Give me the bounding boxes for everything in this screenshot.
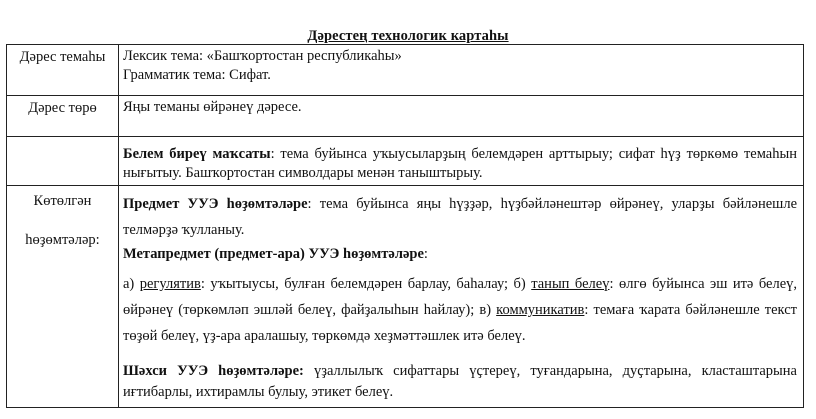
results-label-line2: һөҙөмтәләр: bbox=[25, 232, 100, 248]
cognitive-term: танып белеү bbox=[531, 276, 610, 292]
meta-heading-line bbox=[123, 243, 797, 265]
goal-value bbox=[119, 137, 804, 186]
results-value bbox=[119, 186, 804, 408]
personal-results bbox=[123, 361, 797, 405]
goal-paragraph bbox=[123, 145, 797, 183]
subject-heading: Предмет УУЭ һөҙөмтәләре bbox=[123, 196, 308, 212]
personal-heading: Шәхси УУЭ һөҙөмтәләре: bbox=[123, 363, 304, 379]
page-title: Дәрестең технологик картаһы bbox=[307, 28, 509, 44]
meta-results bbox=[123, 271, 797, 349]
reg-prefix: а) bbox=[123, 276, 140, 292]
topic-value bbox=[119, 45, 804, 96]
results-label bbox=[7, 186, 119, 408]
topic-label: Дәрес темаһы bbox=[7, 45, 119, 96]
subject-results bbox=[123, 191, 797, 243]
cognitive-text: : өлгө буйынса эш итә белеү, өйрәнеү (төркөмләп эшләй белеү, файҙалыһын һайлау); в) bbox=[123, 276, 797, 318]
lesson-card-table bbox=[6, 44, 804, 408]
table-row bbox=[7, 186, 804, 408]
communicative-text: : темаға ҡарата бәйләнешле текст төҙөй белеү, үҙ-ара аралашыу, төркөмдә хеҙмәттәшлек итә белеү. bbox=[123, 302, 797, 344]
subject-text: : тема буйынса яңы һүҙҙәр, һүҙбәйләнештәр өйрәнеү, уларҙы бәйләнешле телмәрҙә ҡулланыу. bbox=[123, 196, 797, 238]
lesson-type-value bbox=[119, 96, 804, 137]
table-row bbox=[7, 96, 804, 137]
lesson-type-label: Дәрес төрө bbox=[7, 96, 119, 137]
meta-heading: Метапредмет (предмет-ара) УУЭ һөҙөмтәләре bbox=[123, 246, 424, 262]
lexical-topic: Лексик тема: «Башҡортостан республикаһы» bbox=[123, 48, 402, 64]
personal-text: үҙаллылыҡ сифаттары үҫтереү, туғандарына, дуҫтарына, класташтарына иғтибарлы, ихтирамлы булыу, этикет белеү. bbox=[123, 363, 797, 400]
communicative-term: коммуникатив bbox=[496, 302, 585, 318]
goal-text: : тема буйынса уҡыусыларҙың белемдәрен арттырыу; сифат һүҙ төркөмө темаһын нығытыу. Башҡортостан символдары менән таныштырыу. bbox=[123, 146, 797, 181]
table-row bbox=[7, 137, 804, 186]
grammar-topic: Грамматик тема: Сифат. bbox=[123, 67, 271, 83]
meta-colon: : bbox=[423, 246, 428, 262]
goal-label bbox=[7, 137, 119, 186]
regulative-text: : уҡытыусы, булған белемдәрен барлау, баһалау; б) bbox=[200, 276, 532, 292]
table-row bbox=[7, 45, 804, 96]
results-label-line1: Көтөлгән bbox=[33, 193, 92, 209]
regulative-term: регулятив bbox=[139, 276, 201, 292]
goal-heading: Белем биреү маҡсаты bbox=[123, 146, 271, 162]
lesson-type-text: Яңы теманы өйрәнеү дәресе. bbox=[123, 99, 302, 115]
